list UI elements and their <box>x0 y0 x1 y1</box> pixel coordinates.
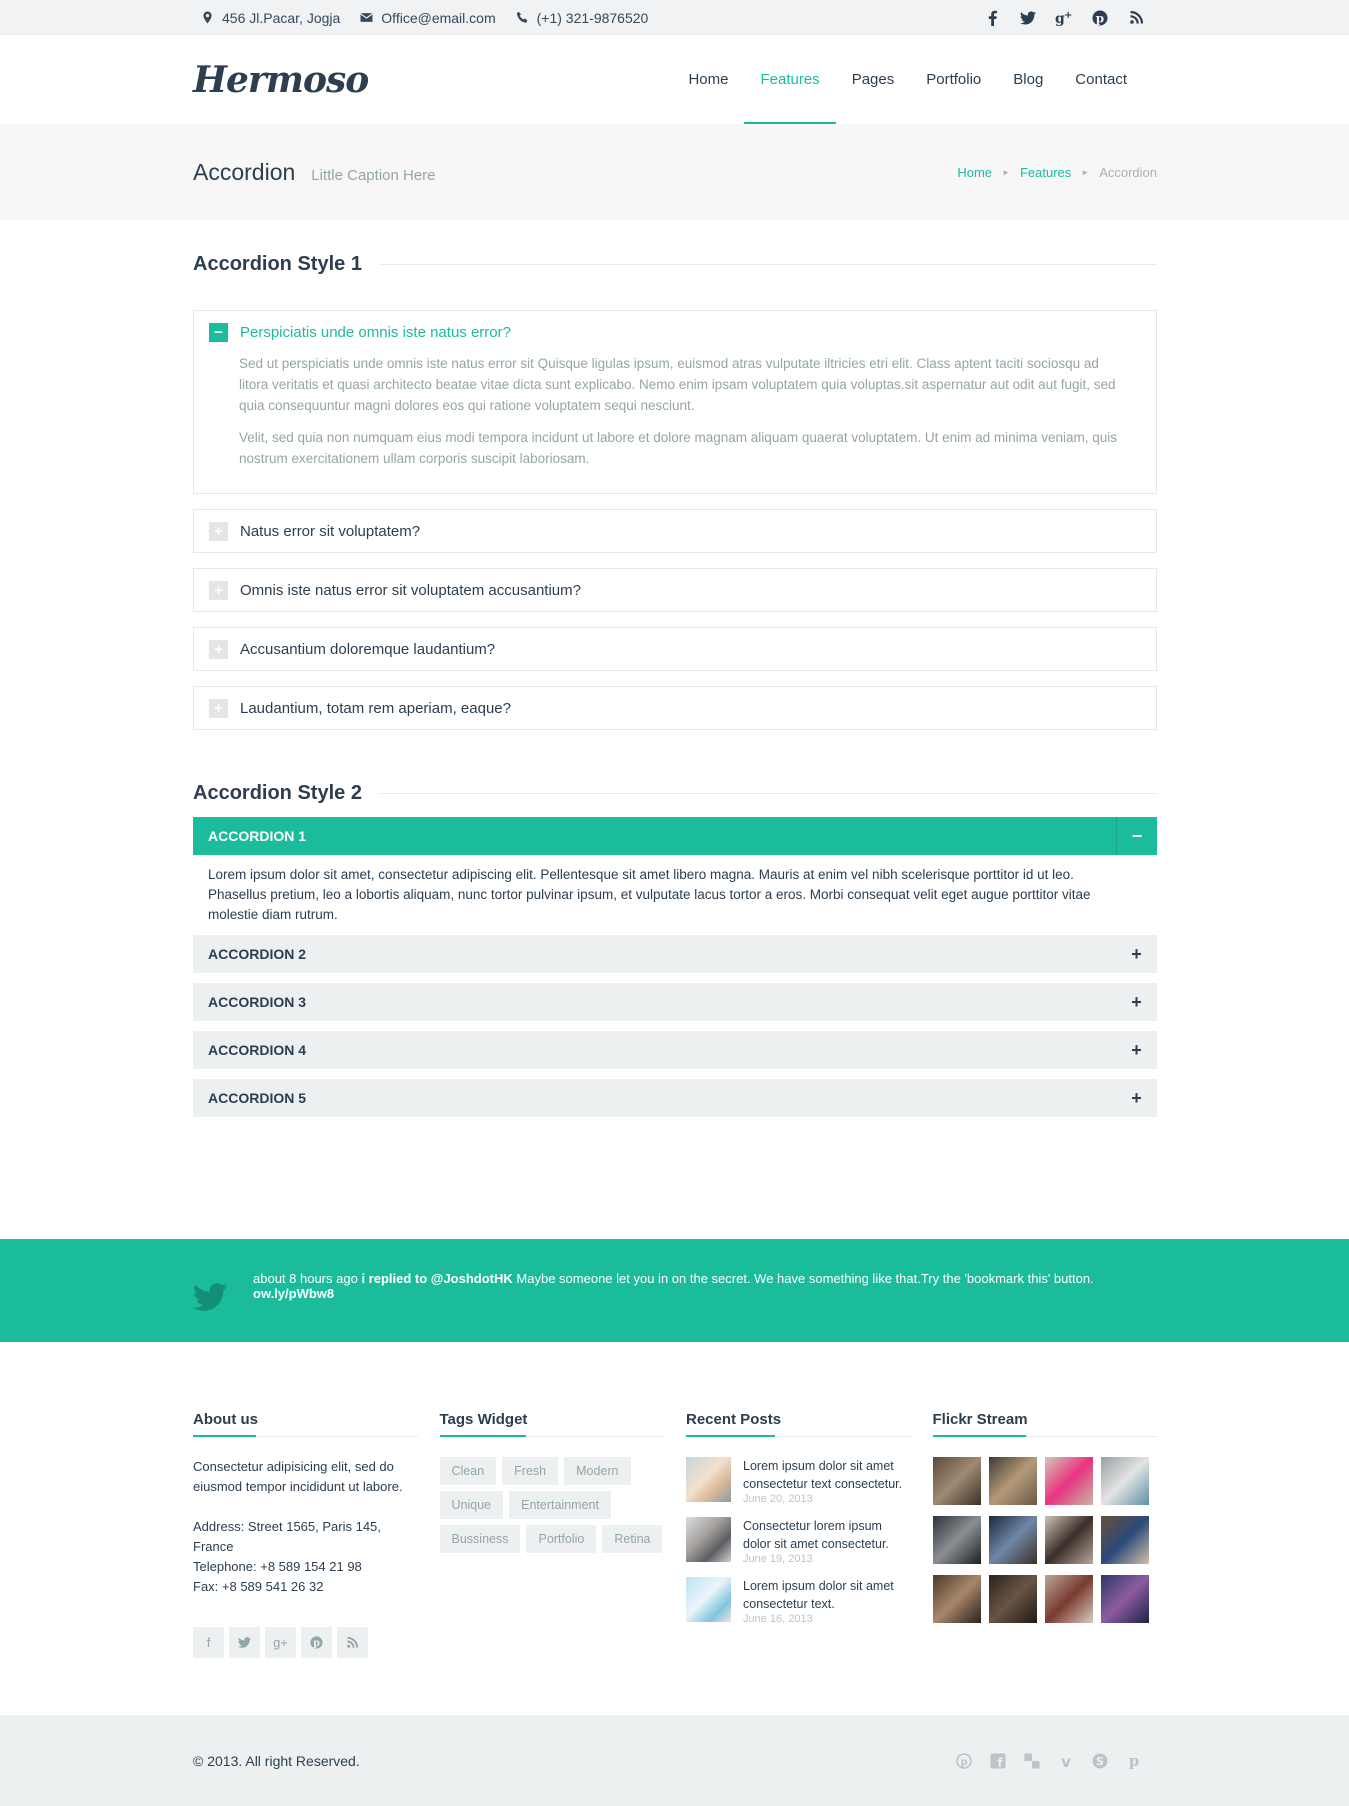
svg-text:+: + <box>1064 9 1073 21</box>
svg-text:g: g <box>1055 10 1065 26</box>
tweet-link[interactable]: ow.ly/pWbw8 <box>253 1285 335 1301</box>
copyright: © 2013. All right Reserved. <box>193 1752 360 1769</box>
accordion1-paragraph: Sed ut perspiciatis unde omnis iste natus error sit Quisque ligulas ipsum, euismod atras vulputate iltricies etri elit. Class aptent taciti sociosqu ad litora veritatis et quasi architecto beatae vitae dicta sunt explicabo. Nemo enim ipsam voluptatem quia voluptas.sit aspernatur aut odit aut fugit, sed quia consequuntur magni dolores eos qui ratione voluptatem sequi nesciunt. <box>239 356 1116 413</box>
vimeo-icon[interactable] <box>1057 1752 1075 1770</box>
accordion1-title[interactable]: Natus error sit voluptatem? <box>240 522 421 540</box>
svg-text:p: p <box>1095 11 1105 25</box>
nav-contact[interactable]: Contact <box>1075 71 1127 88</box>
section-heading-style2 <box>193 782 1157 805</box>
tweet-text <box>253 1271 1157 1301</box>
minus-icon[interactable]: − <box>1116 817 1157 855</box>
divider <box>380 264 1157 265</box>
accordion1-header[interactable] <box>194 311 1156 353</box>
breadcrumb-current: Accordion <box>1099 164 1157 180</box>
tweet-body: Maybe someone let you in on the secret. We have something like that.Try the 'bookmark this' button. <box>516 1270 1094 1286</box>
post-list <box>686 1457 911 1625</box>
twitter-icon[interactable] <box>1019 9 1037 27</box>
breadcrumb-home[interactable]: Home <box>957 164 993 180</box>
flickr-photo[interactable] <box>933 1457 981 1505</box>
accordion2-item-4[interactable] <box>193 1031 1157 1069</box>
flickr-photo[interactable] <box>1045 1516 1093 1564</box>
google-plus-icon[interactable]: g+ <box>265 1627 296 1658</box>
post-thumbnail[interactable] <box>686 1577 731 1622</box>
tag[interactable]: Portfolio <box>526 1525 596 1553</box>
title-underline <box>933 1435 1026 1437</box>
accordion2-item-5[interactable] <box>193 1079 1157 1117</box>
accordion2-header[interactable] <box>193 935 1157 973</box>
about-address: Address: Street 1565, Paris 145, France <box>193 1519 381 1554</box>
accordion2-title[interactable]: ACCORDION 3 <box>208 994 307 1010</box>
section-heading-style1 <box>193 253 1157 276</box>
widget-title-text: Tags Widget <box>439 1411 528 1428</box>
widget-title <box>193 1411 418 1437</box>
nav-pages[interactable]: Pages <box>851 71 895 88</box>
post-title[interactable]: Lorem ipsum dolor sit amet consectetur text. <box>743 1579 894 1611</box>
logo[interactable]: Hermoso <box>193 58 369 101</box>
post-title[interactable]: Lorem ipsum dolor sit amet consectetur text consectetur. <box>743 1459 903 1491</box>
email-text[interactable]: Office@email.com <box>381 9 496 26</box>
flickr-photo[interactable] <box>933 1516 981 1564</box>
post-date: June 19, 2013 <box>743 1553 813 1565</box>
about-widget <box>193 1411 418 1658</box>
accordion1-item-3[interactable] <box>193 568 1157 612</box>
accordion2-title[interactable]: ACCORDION 1 <box>208 828 307 844</box>
facebook-icon[interactable]: f <box>193 1627 224 1658</box>
divider <box>380 793 1157 794</box>
plus-icon[interactable]: + <box>209 699 228 718</box>
widget-title <box>440 1411 665 1437</box>
plus-icon[interactable]: + <box>1131 1039 1142 1060</box>
top-bar <box>0 0 1349 35</box>
accordion2-body: Lorem ipsum dolor sit amet, consectetur adipiscing elit. Pellentesque sit amet libero magna. Mauris at enim vel nibh scelerisque porttitor id ut leo. Phasellus pretium, leo a lobortis aliquam, nunc tortor pulvinar ipsum, et vulputate lacus tortor a eros. Morbi consequat velit eget augue porttitor vitae molestie diam rutrum. <box>208 867 1091 922</box>
accordion1-header[interactable] <box>194 687 1156 729</box>
post-thumbnail[interactable] <box>686 1517 731 1562</box>
flickr-photo[interactable] <box>989 1457 1037 1505</box>
phone-icon <box>516 11 529 24</box>
section-title: Accordion Style 1 <box>193 253 362 275</box>
breadcrumb-arrow-icon: ► <box>1081 167 1090 177</box>
accordion1-title[interactable]: Perspiciatis unde omnis iste natus error? <box>240 323 511 341</box>
accordion1-item-4[interactable] <box>193 627 1157 671</box>
tag[interactable]: Entertainment <box>509 1491 611 1519</box>
rss-icon[interactable] <box>337 1627 368 1658</box>
svg-text:v: v <box>1061 1752 1071 1769</box>
accordion1-body <box>194 353 1156 493</box>
bottom-social-links <box>955 1752 1143 1770</box>
phone-text: (+1) 321-9876520 <box>536 9 649 26</box>
page-title-bar <box>0 124 1349 220</box>
plus-icon[interactable]: + <box>1131 943 1142 964</box>
accordion1-title[interactable]: Omnis iste natus error sit voluptatem accusantium? <box>240 581 581 599</box>
tag[interactable]: Clean <box>440 1457 497 1485</box>
plus-icon[interactable]: + <box>1131 991 1142 1012</box>
list-item[interactable] <box>686 1457 911 1505</box>
section-title: Accordion Style 2 <box>193 782 362 804</box>
rss-icon[interactable] <box>1127 9 1145 27</box>
twitter-bird-icon <box>193 1283 227 1311</box>
nav-features[interactable]: Features <box>744 35 835 124</box>
bottom-bar <box>0 1715 1349 1806</box>
minus-icon[interactable]: − <box>209 323 228 342</box>
plus-icon[interactable]: + <box>209 640 228 659</box>
accordion2-title[interactable]: ACCORDION 2 <box>208 946 307 962</box>
plus-icon[interactable]: + <box>209 522 228 541</box>
title-underline <box>686 1435 775 1437</box>
delicious-icon[interactable] <box>1023 1752 1041 1770</box>
nav-portfolio[interactable]: Portfolio <box>926 71 982 88</box>
post-date: June 16, 2013 <box>743 1613 813 1625</box>
email-item[interactable] <box>360 10 495 26</box>
flickr-grid <box>933 1457 1158 1623</box>
envelope-icon <box>360 11 373 24</box>
tag[interactable]: Bussiness <box>440 1525 521 1553</box>
pinterest-p-icon[interactable] <box>1125 1752 1143 1770</box>
accordion1-item-2[interactable] <box>193 509 1157 553</box>
accordion1-paragraph: Velit, sed quia non numquam eius modi tempora incidunt ut labore et dolore magnam aliquam quaerat voluptatem. Ut enim ad minima veniam, quis nostrum exercitationem ullam corporis suscipit laboriosam. <box>239 430 1117 466</box>
site-header <box>0 35 1349 124</box>
accordion2-title[interactable]: ACCORDION 4 <box>208 1042 307 1058</box>
accordion2-title[interactable]: ACCORDION 5 <box>208 1090 307 1106</box>
address-text: 456 Jl.Pacar, Jogja <box>222 9 341 26</box>
phone-item <box>516 10 649 26</box>
main-nav <box>672 35 1143 124</box>
plus-icon[interactable]: + <box>209 581 228 600</box>
widget-title-text: Flickr Stream <box>932 1411 1028 1428</box>
list-item[interactable] <box>686 1577 911 1625</box>
flickr-photo[interactable] <box>1101 1457 1149 1505</box>
recent-posts-widget <box>686 1411 911 1658</box>
pinterest-icon[interactable] <box>955 1752 973 1770</box>
accordion2-header[interactable] <box>193 817 1157 855</box>
map-marker-icon <box>201 11 214 24</box>
flickr-photo[interactable] <box>989 1575 1037 1623</box>
flickr-widget <box>933 1411 1158 1658</box>
accordion1-item-5[interactable] <box>193 686 1157 730</box>
accordion2-item-3[interactable] <box>193 983 1157 1021</box>
accordion-style1 <box>193 310 1157 730</box>
flickr-photo[interactable] <box>1101 1516 1149 1564</box>
svg-text:f: f <box>997 1755 1003 1769</box>
flickr-photo[interactable] <box>1045 1575 1093 1623</box>
about-telephone: Telephone: +8 589 154 21 98 <box>193 1559 362 1574</box>
twitter-feed-band <box>0 1239 1349 1342</box>
tag[interactable]: Fresh <box>502 1457 558 1485</box>
footer-widgets <box>193 1411 1157 1658</box>
plus-icon[interactable]: + <box>1131 1087 1142 1108</box>
accordion2-header[interactable] <box>193 983 1157 1021</box>
tweet-reply[interactable]: i replied to @JoshdotHK <box>361 1270 513 1286</box>
tweet-time: about 8 hours ago <box>253 1270 358 1286</box>
address-item <box>201 10 340 26</box>
widget-title-text: About us <box>193 1411 258 1428</box>
main-content <box>193 220 1157 1117</box>
nav-home[interactable]: Home <box>688 71 729 88</box>
accordion2-item-2[interactable] <box>193 935 1157 973</box>
accordion1-header[interactable] <box>194 510 1156 552</box>
page-title: Accordion <box>193 158 296 185</box>
accordion1-item-1 <box>193 310 1157 494</box>
flickr-photo[interactable] <box>1045 1457 1093 1505</box>
tag[interactable]: Unique <box>440 1491 504 1519</box>
post-date: June 20, 2013 <box>743 1493 813 1505</box>
twitter-icon[interactable] <box>229 1627 260 1658</box>
google-plus-icon[interactable] <box>1055 9 1073 27</box>
tags-widget <box>440 1411 665 1658</box>
facebook-icon[interactable] <box>983 9 1001 27</box>
post-thumbnail[interactable] <box>686 1457 731 1502</box>
svg-text:S: S <box>1096 1754 1104 1768</box>
widget-title-text: Recent Posts <box>686 1411 782 1428</box>
skype-icon[interactable] <box>1091 1752 1109 1770</box>
accordion1-title[interactable]: Laudantium, totam rem aperiam, eaque? <box>240 699 511 717</box>
flickr-photo[interactable] <box>1101 1575 1149 1623</box>
contact-info <box>193 10 648 26</box>
svg-text:p: p <box>313 1638 320 1649</box>
accordion2-header[interactable] <box>193 1031 1157 1069</box>
page-caption: Little Caption Here <box>311 166 436 184</box>
title-underline <box>193 1435 256 1437</box>
breadcrumb-features[interactable]: Features <box>1019 164 1072 180</box>
list-item[interactable] <box>686 1517 911 1565</box>
widget-title <box>686 1411 911 1437</box>
accordion-style2 <box>193 817 1157 1117</box>
flickr-photo[interactable] <box>989 1516 1037 1564</box>
breadcrumb <box>957 165 1157 180</box>
breadcrumb-arrow-icon: ► <box>1002 167 1010 177</box>
svg-text:p: p <box>960 1756 968 1768</box>
accordion1-title[interactable]: Accusantium doloremque laudantium? <box>240 640 496 658</box>
svg-text:p: p <box>1128 1752 1140 1769</box>
title-underline <box>440 1435 526 1437</box>
post-title[interactable]: Consectetur lorem ipsum dolor sit amet consectetur. <box>743 1519 889 1551</box>
widget-title <box>933 1411 1158 1437</box>
nav-blog[interactable]: Blog <box>1013 71 1044 88</box>
tag[interactable]: Modern <box>564 1457 630 1485</box>
flickr-photo[interactable] <box>933 1575 981 1623</box>
pinterest-icon[interactable] <box>301 1627 332 1658</box>
about-text: Consectetur adipisicing elit, sed do eiusmod tempor incididunt ut labore. <box>193 1459 403 1494</box>
accordion2-header[interactable] <box>193 1079 1157 1117</box>
about-fax: Fax: +8 589 541 26 32 <box>193 1579 324 1594</box>
accordion1-header[interactable] <box>194 569 1156 611</box>
top-social-links <box>983 9 1145 27</box>
tag[interactable]: Retina <box>602 1525 662 1553</box>
tag-list <box>440 1457 665 1553</box>
about-social-links <box>193 1627 418 1658</box>
pinterest-icon[interactable] <box>1091 9 1109 27</box>
accordion2-item-1 <box>193 817 1157 925</box>
facebook-icon[interactable] <box>989 1752 1007 1770</box>
accordion1-header[interactable] <box>194 628 1156 670</box>
